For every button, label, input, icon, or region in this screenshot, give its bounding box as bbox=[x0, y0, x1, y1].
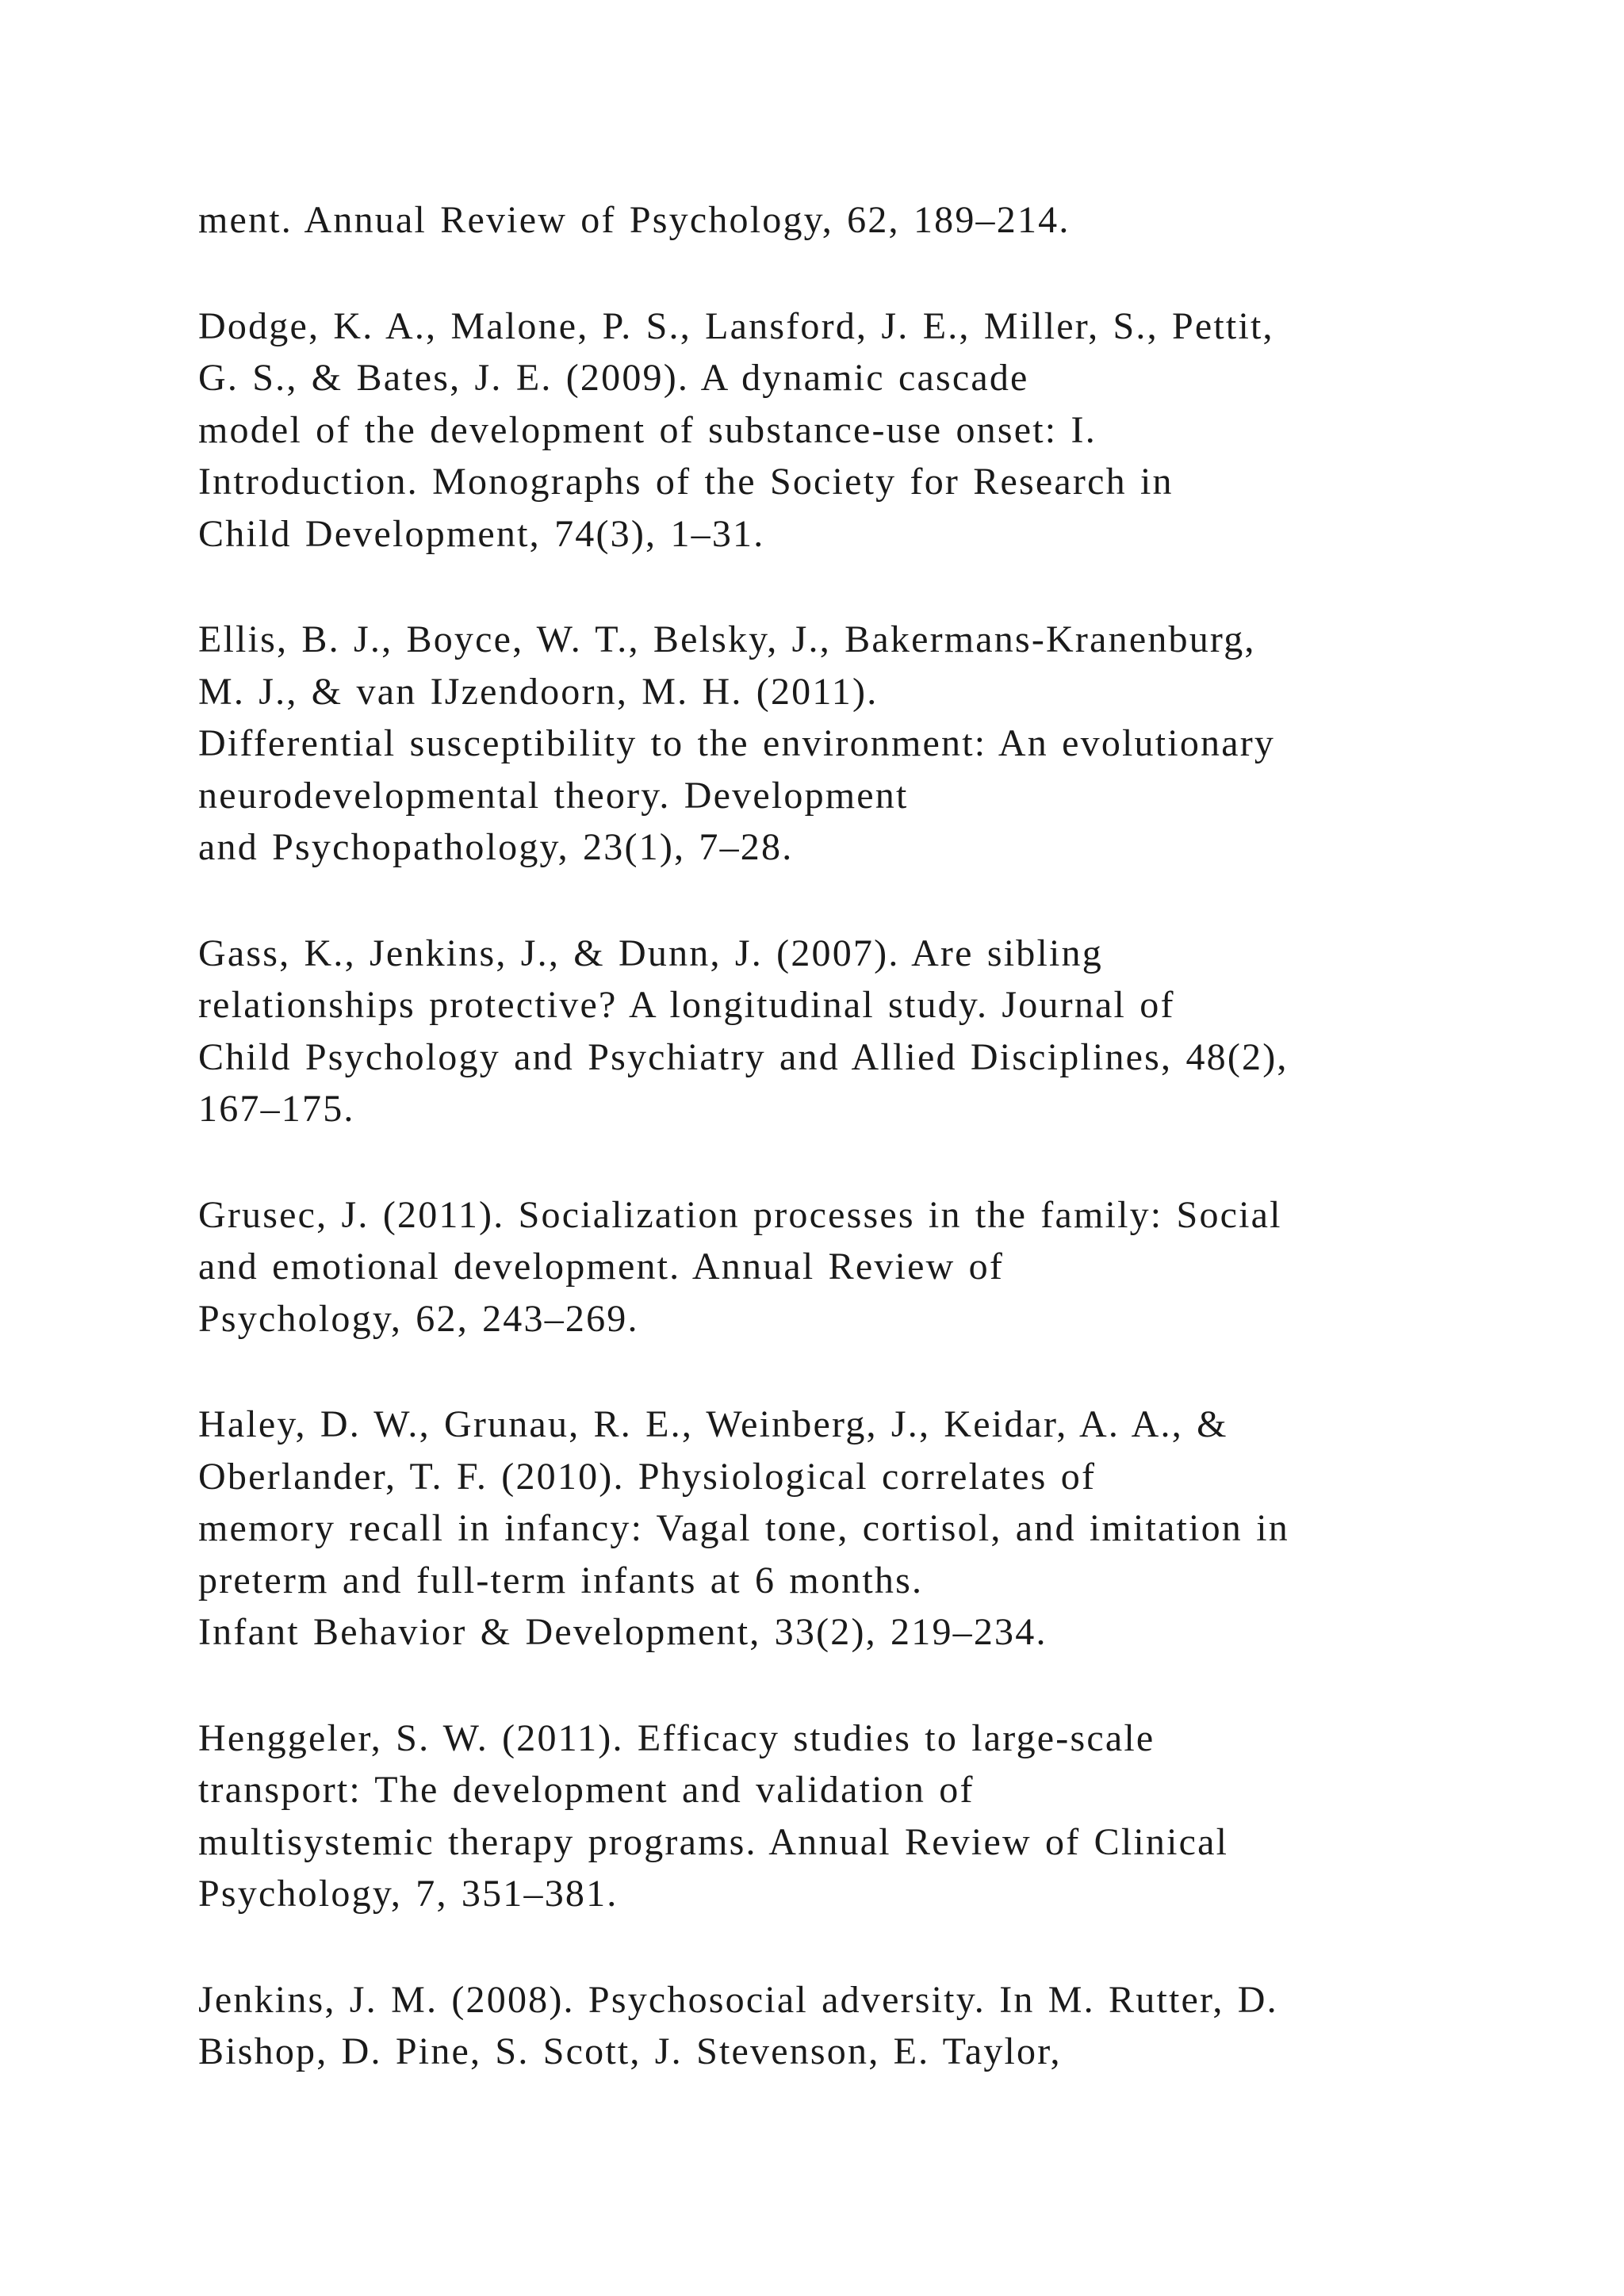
reference-entry-5 bbox=[198, 1189, 1546, 1345]
reference-line: Gass, K., Jenkins, J., & Dunn, J. (2007). Are sibling bbox=[198, 932, 1103, 974]
reference-line: 167–175. bbox=[198, 1088, 355, 1130]
reference-line: memory recall in infancy: Vagal tone, cortisol, and imitation in bbox=[198, 1507, 1289, 1549]
reference-line: and Psychopathology, 23(1), 7–28. bbox=[198, 826, 794, 868]
reference-entry-1 bbox=[198, 194, 1546, 247]
reference-line: transport: The development and validation of bbox=[198, 1769, 975, 1811]
reference-line: Oberlander, T. F. (2010). Physiological correlates of bbox=[198, 1455, 1097, 1498]
reference-line: Grusec, J. (2011). Socialization processes in the family: Social bbox=[198, 1193, 1282, 1236]
reference-line: and emotional development. Annual Review of bbox=[198, 1246, 1005, 1288]
reference-entry-2 bbox=[198, 300, 1546, 561]
reference-line: Child Development, 74(3), 1–31. bbox=[198, 512, 765, 555]
reference-line: preterm and full-term infants at 6 months. bbox=[198, 1559, 924, 1601]
reference-line: Psychology, 62, 243–269. bbox=[198, 1297, 639, 1340]
reference-line: Jenkins, J. M. (2008). Psychosocial adversity. In M. Rutter, D. bbox=[198, 1978, 1278, 2021]
reference-line: Dodge, K. A., Malone, P. S., Lansford, J. E., Miller, S., Pettit, bbox=[198, 304, 1274, 347]
reference-line: Psychology, 7, 351–381. bbox=[198, 1873, 619, 1915]
reference-line: relationships protective? A longitudinal study. Journal of bbox=[198, 984, 1175, 1026]
reference-line: Differential susceptibility to the environment: An evolutionary bbox=[198, 722, 1276, 764]
reference-entry-6 bbox=[198, 1399, 1546, 1659]
reference-entry-4 bbox=[198, 928, 1546, 1135]
reference-line: M. J., & van IJzendoorn, M. H. (2011). bbox=[198, 670, 879, 713]
reference-entry-8 bbox=[198, 1974, 1546, 2078]
reference-line: Bishop, D. Pine, S. Scott, J. Stevenson, E. Taylor, bbox=[198, 2030, 1062, 2072]
reference-line: ment. Annual Review of Psychology, 62, 189–214. bbox=[198, 199, 1071, 241]
reference-line: Ellis, B. J., Boyce, W. T., Belsky, J., Bakermans-Kranenburg, bbox=[198, 618, 1256, 660]
reference-line: Infant Behavior & Development, 33(2), 219–234. bbox=[198, 1611, 1048, 1653]
reference-line: Haley, D. W., Grunau, R. E., Weinberg, J., Keidar, A. A., & bbox=[198, 1403, 1228, 1445]
reference-list bbox=[198, 194, 1546, 2132]
reference-line: Henggeler, S. W. (2011). Efficacy studies to large-scale bbox=[198, 1716, 1155, 1759]
reference-line: model of the development of substance-use onset: I. bbox=[198, 408, 1097, 451]
reference-line: Child Psychology and Psychiatry and Allied Disciplines, 48(2), bbox=[198, 1035, 1289, 1078]
reference-line: neurodevelopmental theory. Development bbox=[198, 774, 909, 817]
reference-line: Introduction. Monographs of the Society for Research in bbox=[198, 461, 1174, 503]
reference-entry-7 bbox=[198, 1712, 1546, 1920]
reference-entry-3 bbox=[198, 614, 1546, 874]
reference-line: G. S., & Bates, J. E. (2009). A dynamic cascade bbox=[198, 357, 1029, 399]
reference-line: multisystemic therapy programs. Annual Review of Clinical bbox=[198, 1820, 1229, 1863]
